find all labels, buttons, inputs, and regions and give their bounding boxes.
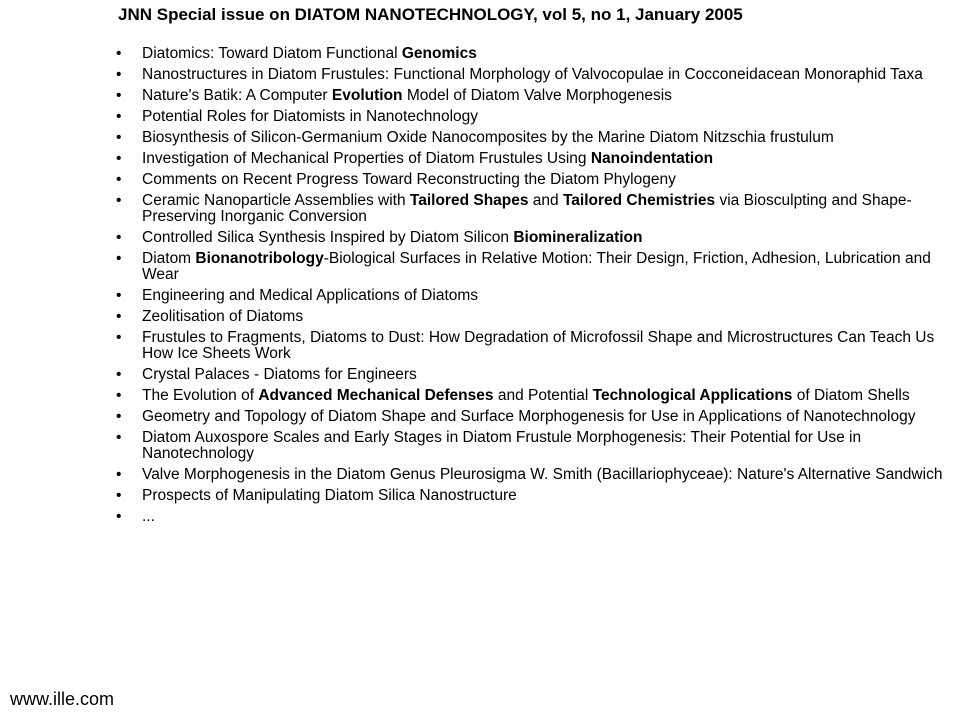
list-item-text <box>142 45 477 62</box>
list-item <box>116 288 954 304</box>
list-item-text <box>142 108 478 125</box>
bullet-icon: • <box>116 150 122 167</box>
bullet-icon: • <box>116 250 122 267</box>
text-segment: Nanostructures in Diatom Frustules: Functional Morphology of Valvocopulae in Cocconeidacean Monoraphid Taxa <box>142 66 923 83</box>
text-segment: Geometry and Topology of Diatom Shape and Surface Morphogenesis for Use in Applications of Nanotechnology <box>142 408 916 425</box>
bullet-icon: • <box>116 466 122 483</box>
bullet-icon: • <box>116 408 122 425</box>
list-item-text <box>142 287 478 304</box>
article-list <box>116 46 954 530</box>
emphasized-term: Biomineralization <box>513 229 643 246</box>
emphasized-term: Bionanotribology <box>195 250 324 267</box>
text-segment: Valve Morphogenesis in the Diatom Genus Pleurosigma W. Smith (Bacillariophyceae): Nature's Alternative Sandwich <box>142 466 943 483</box>
bullet-icon: • <box>116 329 122 346</box>
list-item-text <box>142 229 643 246</box>
bullet-icon: • <box>116 45 122 62</box>
list-item <box>116 172 954 188</box>
text-segment: of Diatom Shells <box>792 387 910 404</box>
text-segment: -Biological Surfaces in Relative Motion: Their Design, Friction, Adhesion, Lubrication and Wear <box>142 250 931 283</box>
text-segment: Biosynthesis of Silicon-Germanium Oxide Nanocomposites by the Marine Diatom Nitzschia frustulum <box>142 129 834 146</box>
bullet-icon: • <box>116 129 122 146</box>
list-item-text <box>142 250 931 283</box>
text-segment: ... <box>142 508 155 525</box>
list-item <box>116 109 954 125</box>
emphasized-term: Technological Applications <box>592 387 793 404</box>
list-item-text <box>142 171 676 188</box>
bullet-icon: • <box>116 171 122 188</box>
bullet-icon: • <box>116 229 122 246</box>
list-item-text <box>142 87 672 104</box>
bullet-icon: • <box>116 287 122 304</box>
text-segment: Diatom <box>142 250 196 267</box>
emphasized-term: Evolution <box>331 87 403 104</box>
list-item <box>116 251 954 283</box>
text-segment: Ceramic Nanoparticle Assemblies with <box>142 192 410 209</box>
list-item-text <box>142 429 861 462</box>
text-segment: Diatom Auxospore Scales and Early Stages in Diatom Frustule Morphogenesis: Their Potential for Use in Nanotechnology <box>142 429 862 462</box>
text-segment: via Biosculpting and Shape-Preserving Inorganic Conversion <box>142 192 912 225</box>
bullet-icon: • <box>116 429 122 446</box>
text-segment: Prospects of Manipulating Diatom Silica Nanostructure <box>142 487 517 504</box>
list-item-text <box>142 387 910 404</box>
list-item-text <box>142 366 417 383</box>
list-item <box>116 151 954 167</box>
list-item-text <box>142 408 915 425</box>
text-segment: Comments on Recent Progress Toward Reconstructing the Diatom Phylogeny <box>142 171 676 188</box>
text-segment: Zeolitisation of Diatoms <box>142 308 304 325</box>
list-item-text <box>142 308 303 325</box>
emphasized-term: Tailored Chemistries <box>562 192 716 209</box>
text-segment: and Potential <box>493 387 593 404</box>
list-item <box>116 509 954 525</box>
list-item-text <box>142 192 912 225</box>
list-item <box>116 409 954 425</box>
list-item <box>116 88 954 104</box>
bullet-icon: • <box>116 66 122 83</box>
bullet-icon: • <box>116 366 122 383</box>
text-segment: Controlled Silica Synthesis Inspired by Diatom Silicon <box>142 229 514 246</box>
list-item-text <box>142 487 517 504</box>
list-item <box>116 388 954 404</box>
emphasized-term: Tailored Shapes <box>409 192 529 209</box>
list-item-text <box>142 508 155 525</box>
bullet-icon: • <box>116 87 122 104</box>
list-item-text <box>142 66 923 83</box>
text-segment: Investigation of Mechanical Properties of Diatom Frustules Using <box>142 150 591 167</box>
list-item <box>116 130 954 146</box>
page-title: JNN Special issue on DIATOM NANOTECHNOLOGY, vol 5, no 1, January 2005 <box>118 5 743 24</box>
bullet-icon: • <box>116 308 122 325</box>
list-item <box>116 193 954 225</box>
bullet-icon: • <box>116 108 122 125</box>
list-item-text <box>142 129 834 146</box>
list-item <box>116 46 954 62</box>
emphasized-term: Advanced Mechanical Defenses <box>258 387 494 404</box>
emphasized-term: Nanoindentation <box>590 150 714 167</box>
list-item <box>116 488 954 504</box>
text-segment: Diatomics: Toward Diatom Functional <box>142 45 402 62</box>
text-segment: Crystal Palaces - Diatoms for Engineers <box>142 366 417 383</box>
emphasized-term: Genomics <box>401 45 477 62</box>
text-segment: The Evolution of <box>142 387 259 404</box>
text-segment: Frustules to Fragments, Diatoms to Dust: How Degradation of Microfossil Shape and Microstructures Can Teach Us How Ice Sheets Work <box>142 329 935 362</box>
text-segment: and <box>528 192 563 209</box>
footer-url: www.ille.com <box>10 689 115 709</box>
list-item <box>116 330 954 362</box>
text-segment: Engineering and Medical Applications of Diatoms <box>142 287 479 304</box>
list-item-text <box>142 466 942 483</box>
list-item <box>116 309 954 325</box>
list-item <box>116 230 954 246</box>
list-item <box>116 67 954 83</box>
bullet-icon: • <box>116 387 122 404</box>
list-item-text <box>142 329 934 362</box>
list-item <box>116 430 954 462</box>
list-item <box>116 467 954 483</box>
list-item-text <box>142 150 713 167</box>
text-segment: Model of Diatom Valve Morphogenesis <box>402 87 672 104</box>
bullet-icon: • <box>116 192 122 209</box>
bullet-icon: • <box>116 487 122 504</box>
list-item <box>116 367 954 383</box>
text-segment: Nature's Batik: A Computer <box>142 87 332 104</box>
bullet-icon: • <box>116 508 122 525</box>
text-segment: Potential Roles for Diatomists in Nanotechnology <box>142 108 479 125</box>
